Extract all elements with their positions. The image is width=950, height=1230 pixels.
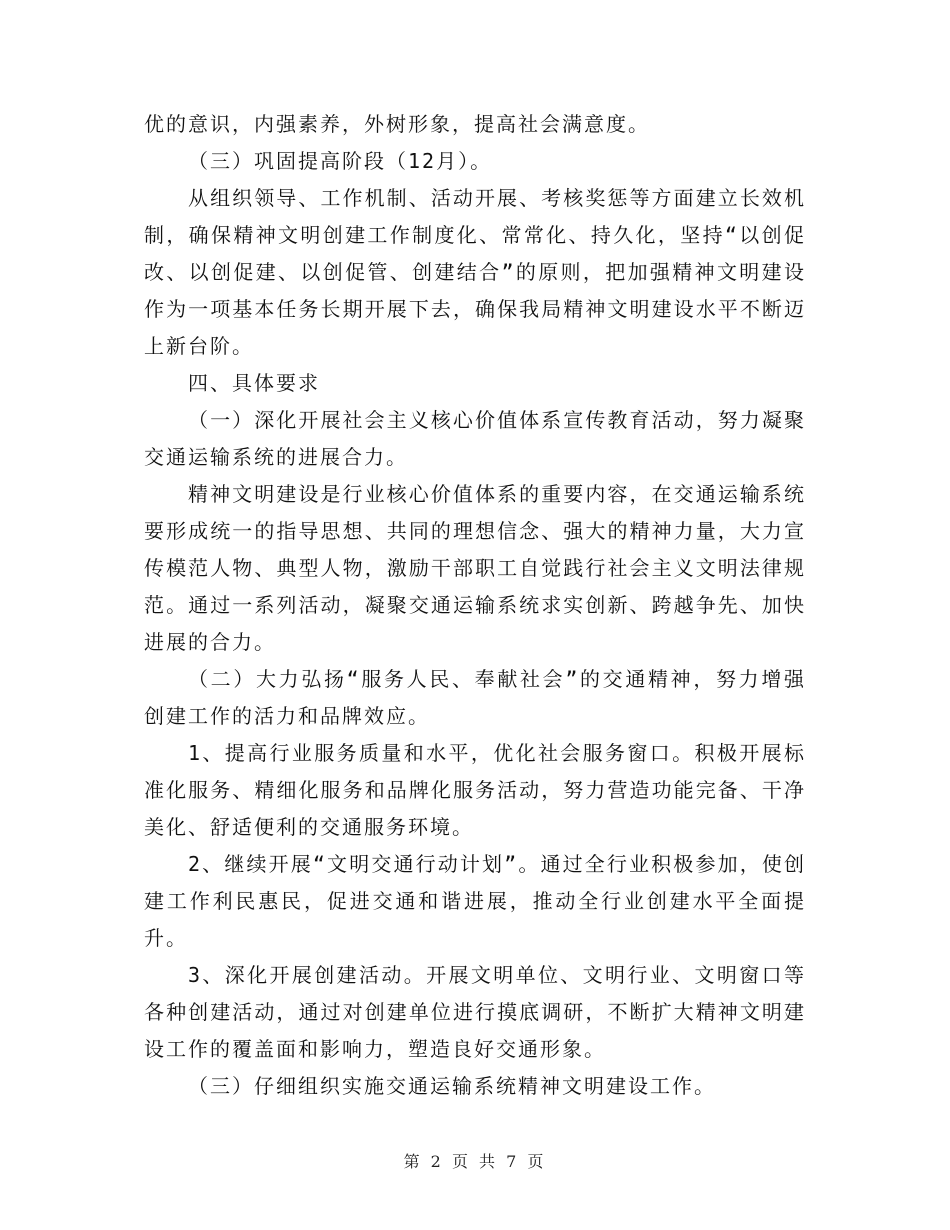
page-number-footer: 第 2 页 共 7 页 bbox=[403, 1152, 547, 1171]
list-item-service-quality: 1、提高行业服务质量和水平，优化社会服务窗口。积极开展标准化服务、精细化服务和品牌化服务活动，努力营造功能完备、干净美化、舒适便利的交通服务环境。 bbox=[144, 741, 806, 839]
paragraph-continuation: 优的意识，内强素养，外树形象，提高社会满意度。 bbox=[144, 112, 650, 136]
section-heading-consolidation-stage: （三）巩固提高阶段（12月）。 bbox=[188, 149, 493, 173]
paragraph-long-term-mechanism: 从组织领导、工作机制、活动开展、考核奖惩等方面建立长效机制，确保精神文明创建工作制度化、常常化、持久化，坚持“以创促改、以创促建、以创促管、创建结合”的原则，把加强精神文明建设作为一项基本任务长期开展下去，确保我局精神文明建设水平不断迈上新台阶。 bbox=[144, 186, 806, 358]
paragraph-core-values: 精神文明建设是行业核心价值体系的重要内容，在交通运输系统要形成统一的指导思想、共同的理想信念、强大的精神力量，大力宣传模范人物、典型人物，激励干部职工自觉践行社会主义文明法律规范。通过一系列活动，凝聚交通运输系统求实创新、跨越争先、加快进展的合力。 bbox=[144, 482, 806, 654]
subheading-core-values-education: （一）深化开展社会主义核心价值体系宣传教育活动，努力凝聚交通运输系统的进展合力。 bbox=[144, 408, 806, 469]
section-heading-specific-requirements: 四、具体要求 bbox=[188, 371, 320, 395]
document-body bbox=[144, 106, 806, 1105]
subheading-implementation: （三）仔细组织实施交通运输系统精神文明建设工作。 bbox=[188, 1074, 716, 1098]
list-item-civilized-traffic-plan: 2、继续开展“文明交通行动计划”。通过全行业积极参加，使创建工作利民惠民，促进交通和谐进展，推动全行业创建水平全面提升。 bbox=[144, 852, 806, 950]
list-item-creation-activities: 3、深化开展创建活动。开展文明单位、文明行业、文明窗口等各种创建活动，通过对创建单位进行摸底调研，不断扩大精神文明建设工作的覆盖面和影响力，塑造良好交通形象。 bbox=[144, 963, 806, 1061]
subheading-traffic-spirit: （二）大力弘扬“服务人民、奉献社会”的交通精神，努力增强创建工作的活力和品牌效应。 bbox=[144, 667, 806, 728]
